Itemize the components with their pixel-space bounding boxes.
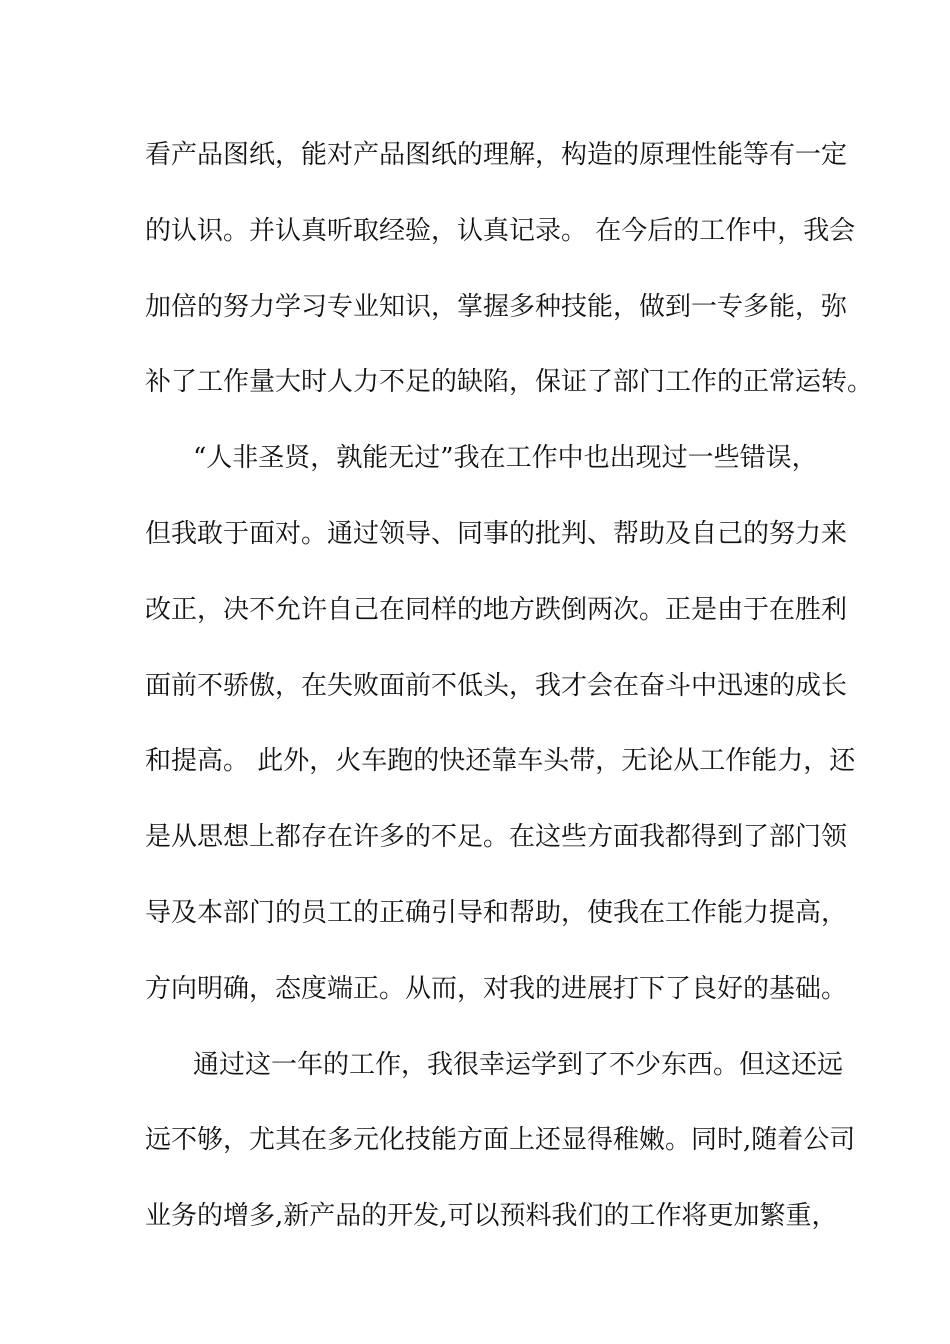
paragraph-first-line: “人非圣贤，孰能无过”我在工作中也出现过一些错误， [193,443,818,474]
text-line: 加倍的努力学习专业知识，掌握多种技能，做到一专多能，弥 [145,291,848,322]
text-line: 看产品图纸，能对产品图纸的理解，构造的原理性能等有一定 [145,140,848,170]
text-line: 是从思想上都存在许多的不足。在这些方面我都得到了部门领 [145,822,848,853]
text-line: 面前不骄傲，在失败面前不低头，我才会在奋斗中迅速的成长 [145,670,848,701]
text-line: 导及本部门的员工的正确引导和帮助，使我在工作能力提高， [145,897,848,928]
paragraph-first-line: 通过这一年的工作，我很幸运学到了不少东西。但这还远 [193,1049,844,1080]
text-line: 补了工作量大时人力不足的缺陷，保证了部门工作的正常运转。 [145,367,874,398]
text-line: 方向明确，态度端正。从而，对我的进展打下了良好的基础。 [145,973,848,1004]
text-line: 的认识。并认真听取经验，认真记录。 在今后的工作中，我会 [145,215,856,246]
text-line: 远不够，尤其在多元化技能方面上还显得稚嫩。同时,随着公司 [145,1125,856,1156]
body-text [145,126,874,1263]
text-line: 和提高。 此外，火车跑的快还靠车头带，无论从工作能力，还 [145,746,856,777]
text-line: 业务的增多,新产品的开发,可以预料我们的工作将更加繁重， [145,1201,838,1232]
text-line: 改正，决不允许自己在同样的地方跌倒两次。正是由于在胜利 [145,594,848,625]
text-line: 但我敢于面对。通过领导、同事的批判、帮助及自己的努力来 [145,518,848,549]
